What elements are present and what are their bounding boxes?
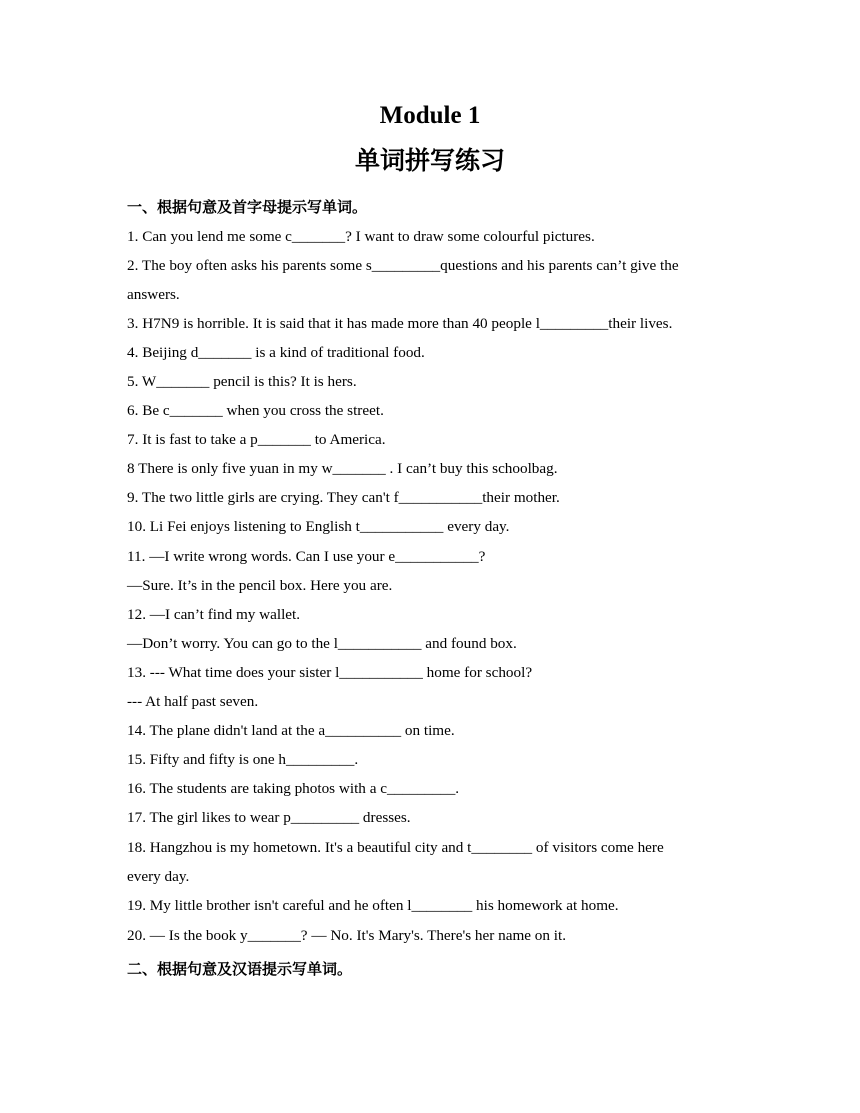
exercise-line: 13. --- What time does your sister l___________ home for school? bbox=[127, 664, 533, 681]
exercise-line: —Don’t worry. You can go to the l___________ and found box. bbox=[127, 635, 517, 652]
exercise-line: 6. Be c_______ when you cross the street. bbox=[127, 402, 384, 419]
exercise-line: 1. Can you lend me some c_______? I want to draw some colourful pictures. bbox=[127, 228, 595, 245]
exercise-line: 2. The boy often asks his parents some s_________questions and his parents can’t give the bbox=[127, 257, 679, 274]
exercise-line: 16. The students are taking photos with a c_________. bbox=[127, 780, 460, 797]
exercise-line: answers. bbox=[127, 286, 180, 303]
exercise-line: 5. W_______ pencil is this? It is hers. bbox=[127, 373, 357, 390]
exercise-line: 18. Hangzhou is my hometown. It's a beautiful city and t________ of visitors come here bbox=[127, 839, 664, 856]
exercise-line: every day. bbox=[127, 868, 190, 885]
exercise-line: 14. The plane didn't land at the a__________ on time. bbox=[127, 722, 455, 739]
exercise-line: 19. My little brother isn't careful and he often l________ his homework at home. bbox=[127, 897, 619, 914]
exercise-line: --- At half past seven. bbox=[127, 693, 259, 710]
section-2-heading: 二、根据句意及汉语提示写单词。 bbox=[127, 960, 353, 978]
exercise-line: 4. Beijing d_______ is a kind of traditional food. bbox=[127, 344, 425, 361]
exercise-line: 15. Fifty and fifty is one h_________. bbox=[127, 751, 359, 768]
exercise-line: 11. —I write wrong words. Can I use your e___________? bbox=[127, 548, 486, 565]
document-subtitle: 单词拼写练习 bbox=[354, 146, 505, 175]
exercise-line: 20. — Is the book y_______? — No. It's Mary's. There's her name on it. bbox=[127, 927, 567, 944]
exercise-line: 17. The girl likes to wear p_________ dresses. bbox=[127, 809, 411, 826]
exercise-line: —Sure. It’s in the pencil box. Here you are. bbox=[127, 577, 393, 594]
document-title: Module 1 bbox=[379, 102, 481, 129]
exercise-line: 7. It is fast to take a p_______ to America. bbox=[127, 431, 386, 448]
exercise-line: 12. —I can’t find my wallet. bbox=[127, 606, 301, 623]
section-1-heading: 一、根据句意及首字母提示写单词。 bbox=[127, 198, 368, 216]
exercise-line: 8 There is only five yuan in my w_______ . I can’t buy this schoolbag. bbox=[127, 460, 558, 477]
exercise-line: 3. H7N9 is horrible. It is said that it has made more than 40 people l_________their lives. bbox=[127, 315, 673, 332]
exercise-line: 10. Li Fei enjoys listening to English t___________ every day. bbox=[127, 518, 510, 535]
exercise-line: 9. The two little girls are crying. They can't f___________their mother. bbox=[127, 489, 560, 506]
